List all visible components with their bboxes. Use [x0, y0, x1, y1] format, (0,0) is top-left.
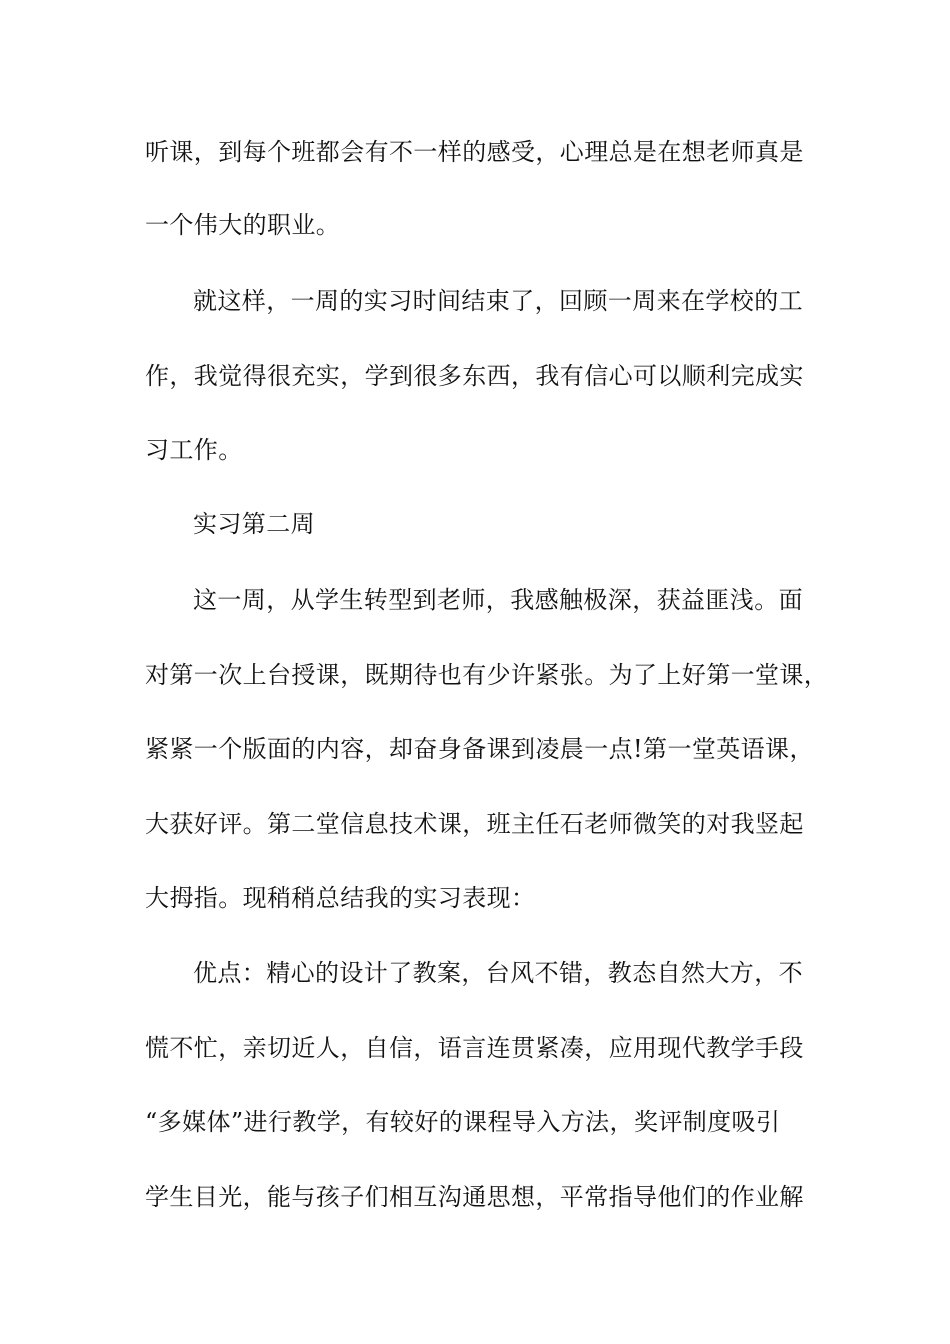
text-line-5: 习工作。 [145, 436, 243, 464]
text-line-11: 大拇指。现稍稍总结我的实习表现： [145, 884, 536, 912]
text-line-13: 慌不忙，亲切近人，自信，语言连贯紧凑，应用现代教学手段 [145, 1034, 804, 1062]
text-line-2: 一个伟大的职业。 [145, 211, 341, 239]
paragraph-start-line: 这一周，从学生转型到老师，我感触极深，获益匪浅。面 [193, 586, 803, 614]
text-line-4: 作，我觉得很充实，学到很多东西，我有信心可以顺利完成实 [145, 362, 804, 390]
text-line-10: 大获好评。第二堂信息技术课，班主任石老师微笑的对我竖起 [145, 810, 804, 838]
paragraph-start-line: 优点：精心的设计了教案，台风不错，教态自然大方，不 [193, 959, 803, 987]
text-line-14: “多媒体”进行教学，有较好的课程导入方法，奖评制度吸引 [145, 1108, 781, 1136]
paragraph-start-line: 就这样，一周的实习时间结束了，回顾一周来在学校的工 [193, 287, 803, 315]
text-line-15: 学生目光，能与孩子们相互沟通思想，平常指导他们的作业解 [145, 1183, 804, 1211]
text-line-1: 听课，到每个班都会有不一样的感受，心理总是在想老师真是 [145, 138, 804, 166]
text-line-8: 对第一次上台授课，既期待也有少许紧张。为了上好第一堂课， [145, 661, 829, 689]
text-line-9: 紧紧一个版面的内容，却奋身备课到凌晨一点!第一堂英语课， [145, 735, 814, 763]
section-heading: 实习第二周 [193, 510, 315, 538]
